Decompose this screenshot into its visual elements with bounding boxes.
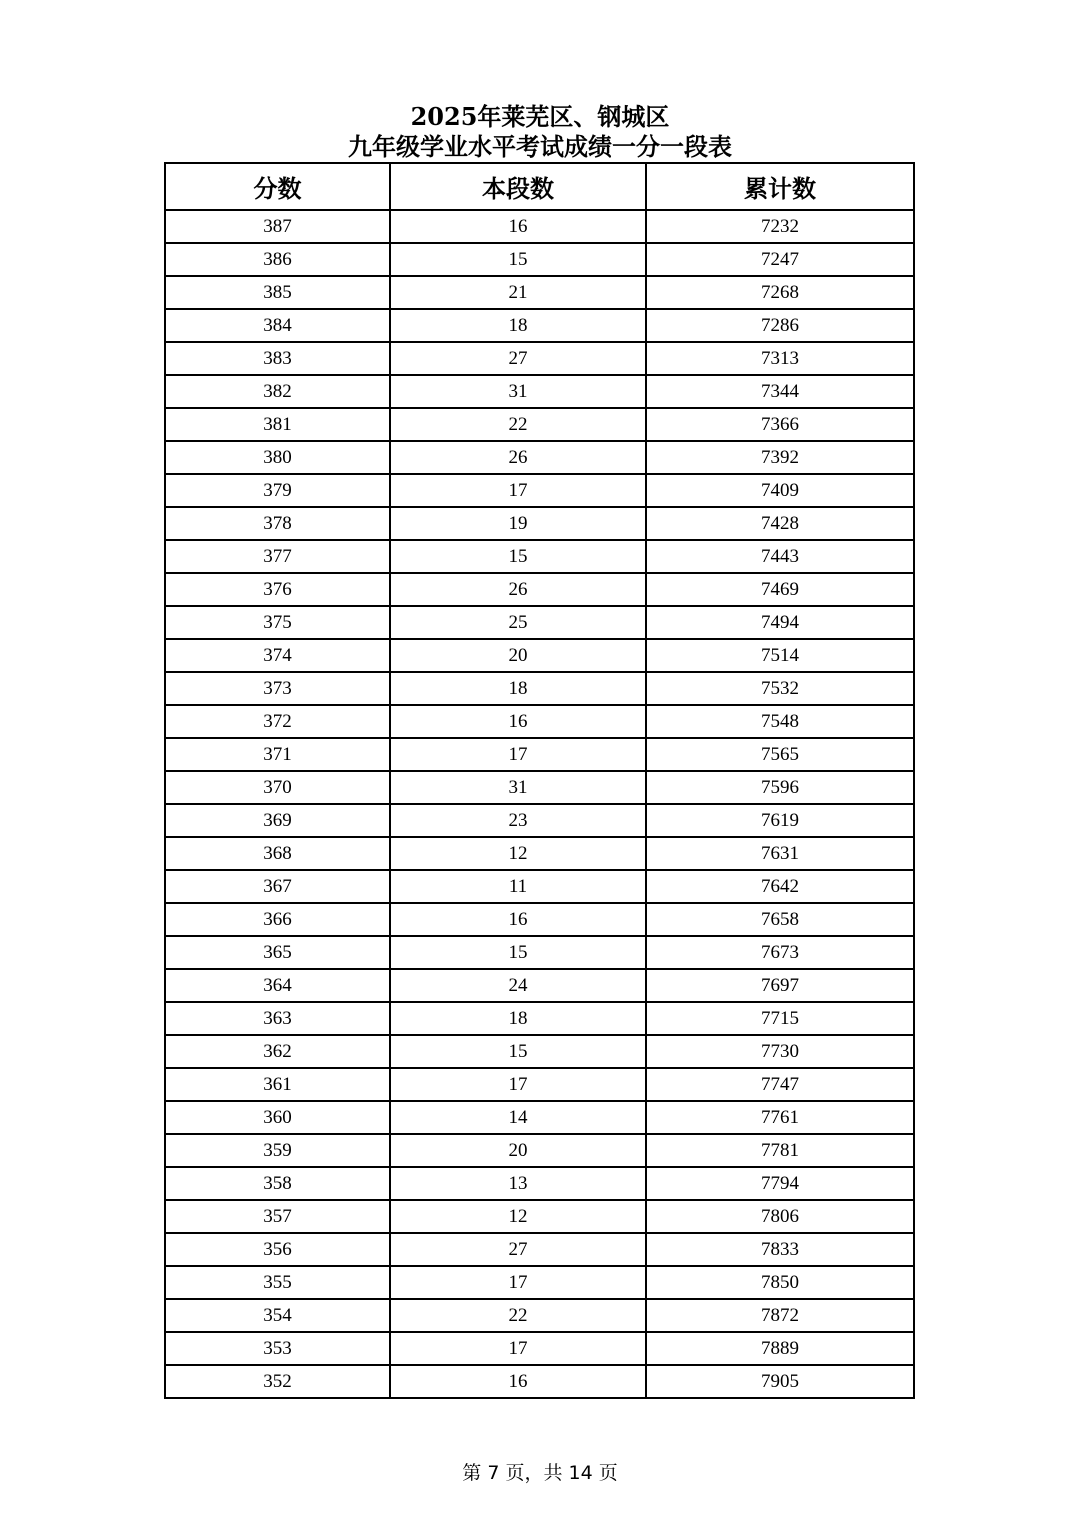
table-row bbox=[165, 1068, 914, 1101]
cell-score: 372 bbox=[165, 705, 390, 738]
cell-score: 377 bbox=[165, 540, 390, 573]
cell-cumulative-count: 7642 bbox=[646, 870, 914, 903]
table-row bbox=[165, 672, 914, 705]
cell-segment-count: 26 bbox=[390, 573, 646, 606]
cell-segment-count: 16 bbox=[390, 705, 646, 738]
cell-score: 375 bbox=[165, 606, 390, 639]
cell-score: 376 bbox=[165, 573, 390, 606]
cell-segment-count: 25 bbox=[390, 606, 646, 639]
cell-cumulative-count: 7313 bbox=[646, 342, 914, 375]
cell-score: 364 bbox=[165, 969, 390, 1002]
table-row bbox=[165, 210, 914, 243]
table-row bbox=[165, 507, 914, 540]
cell-cumulative-count: 7794 bbox=[646, 1167, 914, 1200]
table-row bbox=[165, 1233, 914, 1266]
cell-score: 378 bbox=[165, 507, 390, 540]
cell-cumulative-count: 7889 bbox=[646, 1332, 914, 1365]
cell-segment-count: 18 bbox=[390, 1002, 646, 1035]
cell-cumulative-count: 7565 bbox=[646, 738, 914, 771]
cell-score: 373 bbox=[165, 672, 390, 705]
cell-cumulative-count: 7286 bbox=[646, 309, 914, 342]
cell-score: 360 bbox=[165, 1101, 390, 1134]
cell-segment-count: 27 bbox=[390, 342, 646, 375]
cell-score: 380 bbox=[165, 441, 390, 474]
cell-score: 368 bbox=[165, 837, 390, 870]
table-row bbox=[165, 705, 914, 738]
cell-cumulative-count: 7392 bbox=[646, 441, 914, 474]
cell-segment-count: 23 bbox=[390, 804, 646, 837]
cell-segment-count: 19 bbox=[390, 507, 646, 540]
cell-segment-count: 17 bbox=[390, 1266, 646, 1299]
table-row bbox=[165, 870, 914, 903]
cell-cumulative-count: 7697 bbox=[646, 969, 914, 1002]
cell-cumulative-count: 7730 bbox=[646, 1035, 914, 1068]
cell-score: 361 bbox=[165, 1068, 390, 1101]
cell-score: 363 bbox=[165, 1002, 390, 1035]
cell-cumulative-count: 7428 bbox=[646, 507, 914, 540]
cell-segment-count: 13 bbox=[390, 1167, 646, 1200]
cell-segment-count: 27 bbox=[390, 1233, 646, 1266]
cell-segment-count: 17 bbox=[390, 474, 646, 507]
table-row bbox=[165, 738, 914, 771]
page-number: 第 7 页，共 14 页 bbox=[462, 1462, 618, 1484]
cell-cumulative-count: 7366 bbox=[646, 408, 914, 441]
table-row bbox=[165, 1101, 914, 1134]
table-row bbox=[165, 837, 914, 870]
cell-cumulative-count: 7344 bbox=[646, 375, 914, 408]
table-row bbox=[165, 1266, 914, 1299]
cell-segment-count: 22 bbox=[390, 1299, 646, 1332]
cell-segment-count: 12 bbox=[390, 1200, 646, 1233]
cell-segment-count: 21 bbox=[390, 276, 646, 309]
cell-cumulative-count: 7658 bbox=[646, 903, 914, 936]
cell-segment-count: 15 bbox=[390, 540, 646, 573]
cell-score: 381 bbox=[165, 408, 390, 441]
cell-segment-count: 11 bbox=[390, 870, 646, 903]
cell-score: 356 bbox=[165, 1233, 390, 1266]
cell-cumulative-count: 7514 bbox=[646, 639, 914, 672]
table-row bbox=[165, 474, 914, 507]
cell-score: 358 bbox=[165, 1167, 390, 1200]
cell-score: 366 bbox=[165, 903, 390, 936]
table-row bbox=[165, 804, 914, 837]
cell-score: 365 bbox=[165, 936, 390, 969]
document-title-line-1: 2025年莱芜区、钢城区 bbox=[410, 102, 670, 131]
table-row bbox=[165, 1134, 914, 1167]
cell-cumulative-count: 7631 bbox=[646, 837, 914, 870]
cell-segment-count: 20 bbox=[390, 639, 646, 672]
cell-score: 385 bbox=[165, 276, 390, 309]
table-row bbox=[165, 1332, 914, 1365]
cell-segment-count: 15 bbox=[390, 1035, 646, 1068]
cell-segment-count: 31 bbox=[390, 771, 646, 804]
table-row bbox=[165, 969, 914, 1002]
table-row bbox=[165, 309, 914, 342]
table-row bbox=[165, 936, 914, 969]
table-row bbox=[165, 276, 914, 309]
cell-segment-count: 31 bbox=[390, 375, 646, 408]
cell-segment-count: 18 bbox=[390, 309, 646, 342]
cell-segment-count: 17 bbox=[390, 1068, 646, 1101]
cell-score: 353 bbox=[165, 1332, 390, 1365]
cell-segment-count: 26 bbox=[390, 441, 646, 474]
cell-score: 354 bbox=[165, 1299, 390, 1332]
cell-cumulative-count: 7268 bbox=[646, 276, 914, 309]
header-segment-count: 本段数 bbox=[390, 163, 646, 210]
table-row bbox=[165, 1167, 914, 1200]
cell-score: 357 bbox=[165, 1200, 390, 1233]
table-row bbox=[165, 771, 914, 804]
cell-cumulative-count: 7747 bbox=[646, 1068, 914, 1101]
cell-score: 362 bbox=[165, 1035, 390, 1068]
cell-cumulative-count: 7247 bbox=[646, 243, 914, 276]
cell-score: 384 bbox=[165, 309, 390, 342]
table-body bbox=[165, 210, 914, 1398]
cell-segment-count: 18 bbox=[390, 672, 646, 705]
cell-segment-count: 20 bbox=[390, 1134, 646, 1167]
cell-cumulative-count: 7619 bbox=[646, 804, 914, 837]
header-score: 分数 bbox=[165, 163, 390, 210]
cell-segment-count: 15 bbox=[390, 243, 646, 276]
cell-cumulative-count: 7409 bbox=[646, 474, 914, 507]
table-row bbox=[165, 441, 914, 474]
cell-segment-count: 16 bbox=[390, 903, 646, 936]
cell-score: 383 bbox=[165, 342, 390, 375]
cell-segment-count: 17 bbox=[390, 1332, 646, 1365]
header-cumulative-count: 累计数 bbox=[646, 163, 914, 210]
table-row bbox=[165, 1035, 914, 1068]
cell-segment-count: 16 bbox=[390, 210, 646, 243]
cell-segment-count: 17 bbox=[390, 738, 646, 771]
cell-cumulative-count: 7761 bbox=[646, 1101, 914, 1134]
cell-score: 379 bbox=[165, 474, 390, 507]
table-row bbox=[165, 606, 914, 639]
table-row bbox=[165, 573, 914, 606]
cell-segment-count: 15 bbox=[390, 936, 646, 969]
cell-cumulative-count: 7596 bbox=[646, 771, 914, 804]
cell-segment-count: 12 bbox=[390, 837, 646, 870]
table-row bbox=[165, 408, 914, 441]
cell-cumulative-count: 7443 bbox=[646, 540, 914, 573]
cell-score: 367 bbox=[165, 870, 390, 903]
table-row bbox=[165, 1200, 914, 1233]
table-row bbox=[165, 342, 914, 375]
table-row bbox=[165, 375, 914, 408]
table-row bbox=[165, 639, 914, 672]
table-row bbox=[165, 1002, 914, 1035]
cell-cumulative-count: 7715 bbox=[646, 1002, 914, 1035]
document-title-line-2: 九年级学业水平考试成绩一分一段表 bbox=[348, 132, 732, 161]
table-row bbox=[165, 243, 914, 276]
cell-cumulative-count: 7469 bbox=[646, 573, 914, 606]
cell-cumulative-count: 7872 bbox=[646, 1299, 914, 1332]
cell-cumulative-count: 7673 bbox=[646, 936, 914, 969]
cell-cumulative-count: 7833 bbox=[646, 1233, 914, 1266]
cell-segment-count: 24 bbox=[390, 969, 646, 1002]
table-row bbox=[165, 540, 914, 573]
cell-cumulative-count: 7548 bbox=[646, 705, 914, 738]
table-header-row bbox=[165, 163, 914, 210]
cell-cumulative-count: 7532 bbox=[646, 672, 914, 705]
cell-segment-count: 22 bbox=[390, 408, 646, 441]
cell-score: 352 bbox=[165, 1365, 390, 1398]
cell-cumulative-count: 7850 bbox=[646, 1266, 914, 1299]
table-row bbox=[165, 903, 914, 936]
cell-score: 369 bbox=[165, 804, 390, 837]
table-row bbox=[165, 1365, 914, 1398]
table-row bbox=[165, 1299, 914, 1332]
cell-score: 382 bbox=[165, 375, 390, 408]
cell-segment-count: 14 bbox=[390, 1101, 646, 1134]
cell-score: 355 bbox=[165, 1266, 390, 1299]
score-distribution-table bbox=[164, 162, 915, 1399]
cell-cumulative-count: 7806 bbox=[646, 1200, 914, 1233]
cell-cumulative-count: 7905 bbox=[646, 1365, 914, 1398]
cell-score: 374 bbox=[165, 639, 390, 672]
cell-cumulative-count: 7781 bbox=[646, 1134, 914, 1167]
cell-segment-count: 16 bbox=[390, 1365, 646, 1398]
cell-score: 371 bbox=[165, 738, 390, 771]
cell-cumulative-count: 7232 bbox=[646, 210, 914, 243]
cell-score: 370 bbox=[165, 771, 390, 804]
cell-score: 387 bbox=[165, 210, 390, 243]
cell-score: 359 bbox=[165, 1134, 390, 1167]
cell-score: 386 bbox=[165, 243, 390, 276]
cell-cumulative-count: 7494 bbox=[646, 606, 914, 639]
